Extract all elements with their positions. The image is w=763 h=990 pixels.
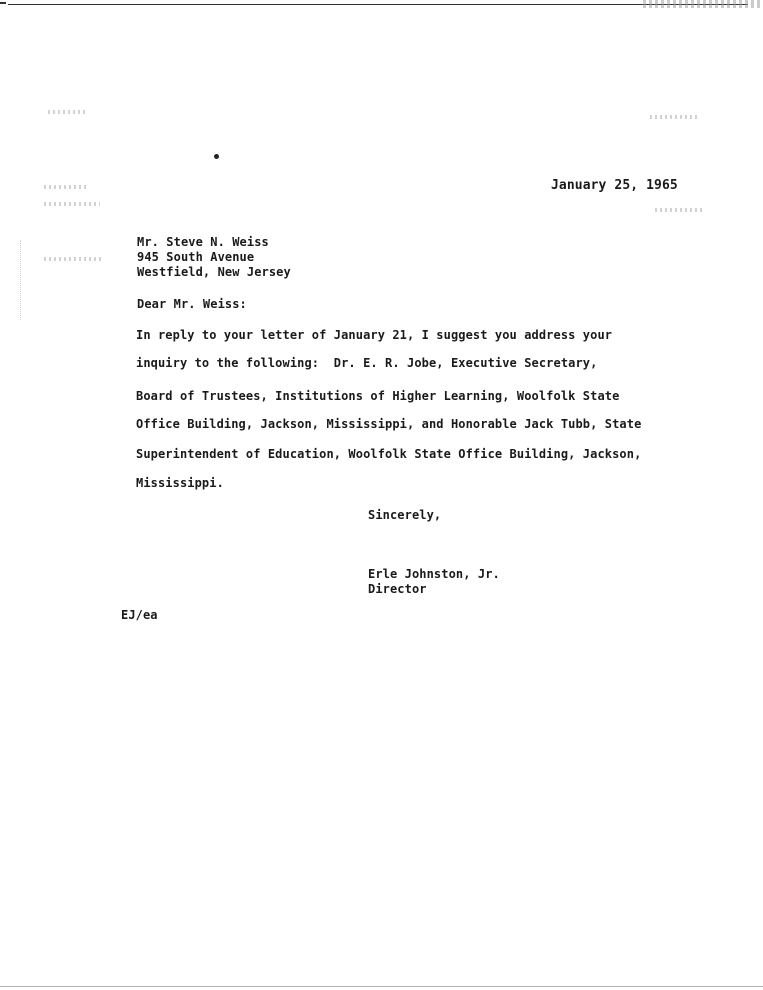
recipient-city: Westfield, New Jersey (137, 265, 291, 279)
scan-smudge (643, 0, 763, 8)
recipient-street: 945 South Avenue (137, 250, 255, 264)
body-line: Board of Trustees, Institutions of Higher Learning, Woolfolk State (136, 389, 620, 403)
signer-name: Erle Johnston, Jr. (368, 567, 500, 581)
scan-bottom-rule (0, 986, 763, 987)
signer-title: Director (368, 582, 427, 596)
scan-noise (44, 202, 100, 206)
letter-date: January 25, 1965 (551, 178, 678, 193)
recipient-name: Mr. Steve N. Weiss (137, 235, 269, 249)
scan-noise (48, 110, 88, 114)
scan-noise (655, 208, 703, 212)
closing: Sincerely, (368, 508, 442, 522)
body-line: Superintendent of Education, Woolfolk State Office Building, Jackson, (136, 447, 642, 461)
scan-noise (650, 115, 700, 119)
scan-noise (44, 257, 104, 261)
body-line: In reply to your letter of January 21, I suggest you address your (136, 328, 613, 342)
salutation: Dear Mr. Weiss: (137, 297, 247, 311)
body-line: Mississippi. (136, 476, 224, 490)
body-line: Office Building, Jackson, Mississippi, and Honorable Jack Tubb, State (136, 417, 642, 431)
ink-dot (214, 154, 219, 159)
scan-noise (44, 185, 86, 189)
scan-top-rule (8, 4, 748, 5)
typist-initials: EJ/ea (121, 608, 158, 622)
scan-edge-mark (0, 2, 6, 10)
body-line: inquiry to the following: Dr. E. R. Jobe, Executive Secretary, (136, 356, 598, 370)
scan-margin-line (20, 240, 21, 320)
